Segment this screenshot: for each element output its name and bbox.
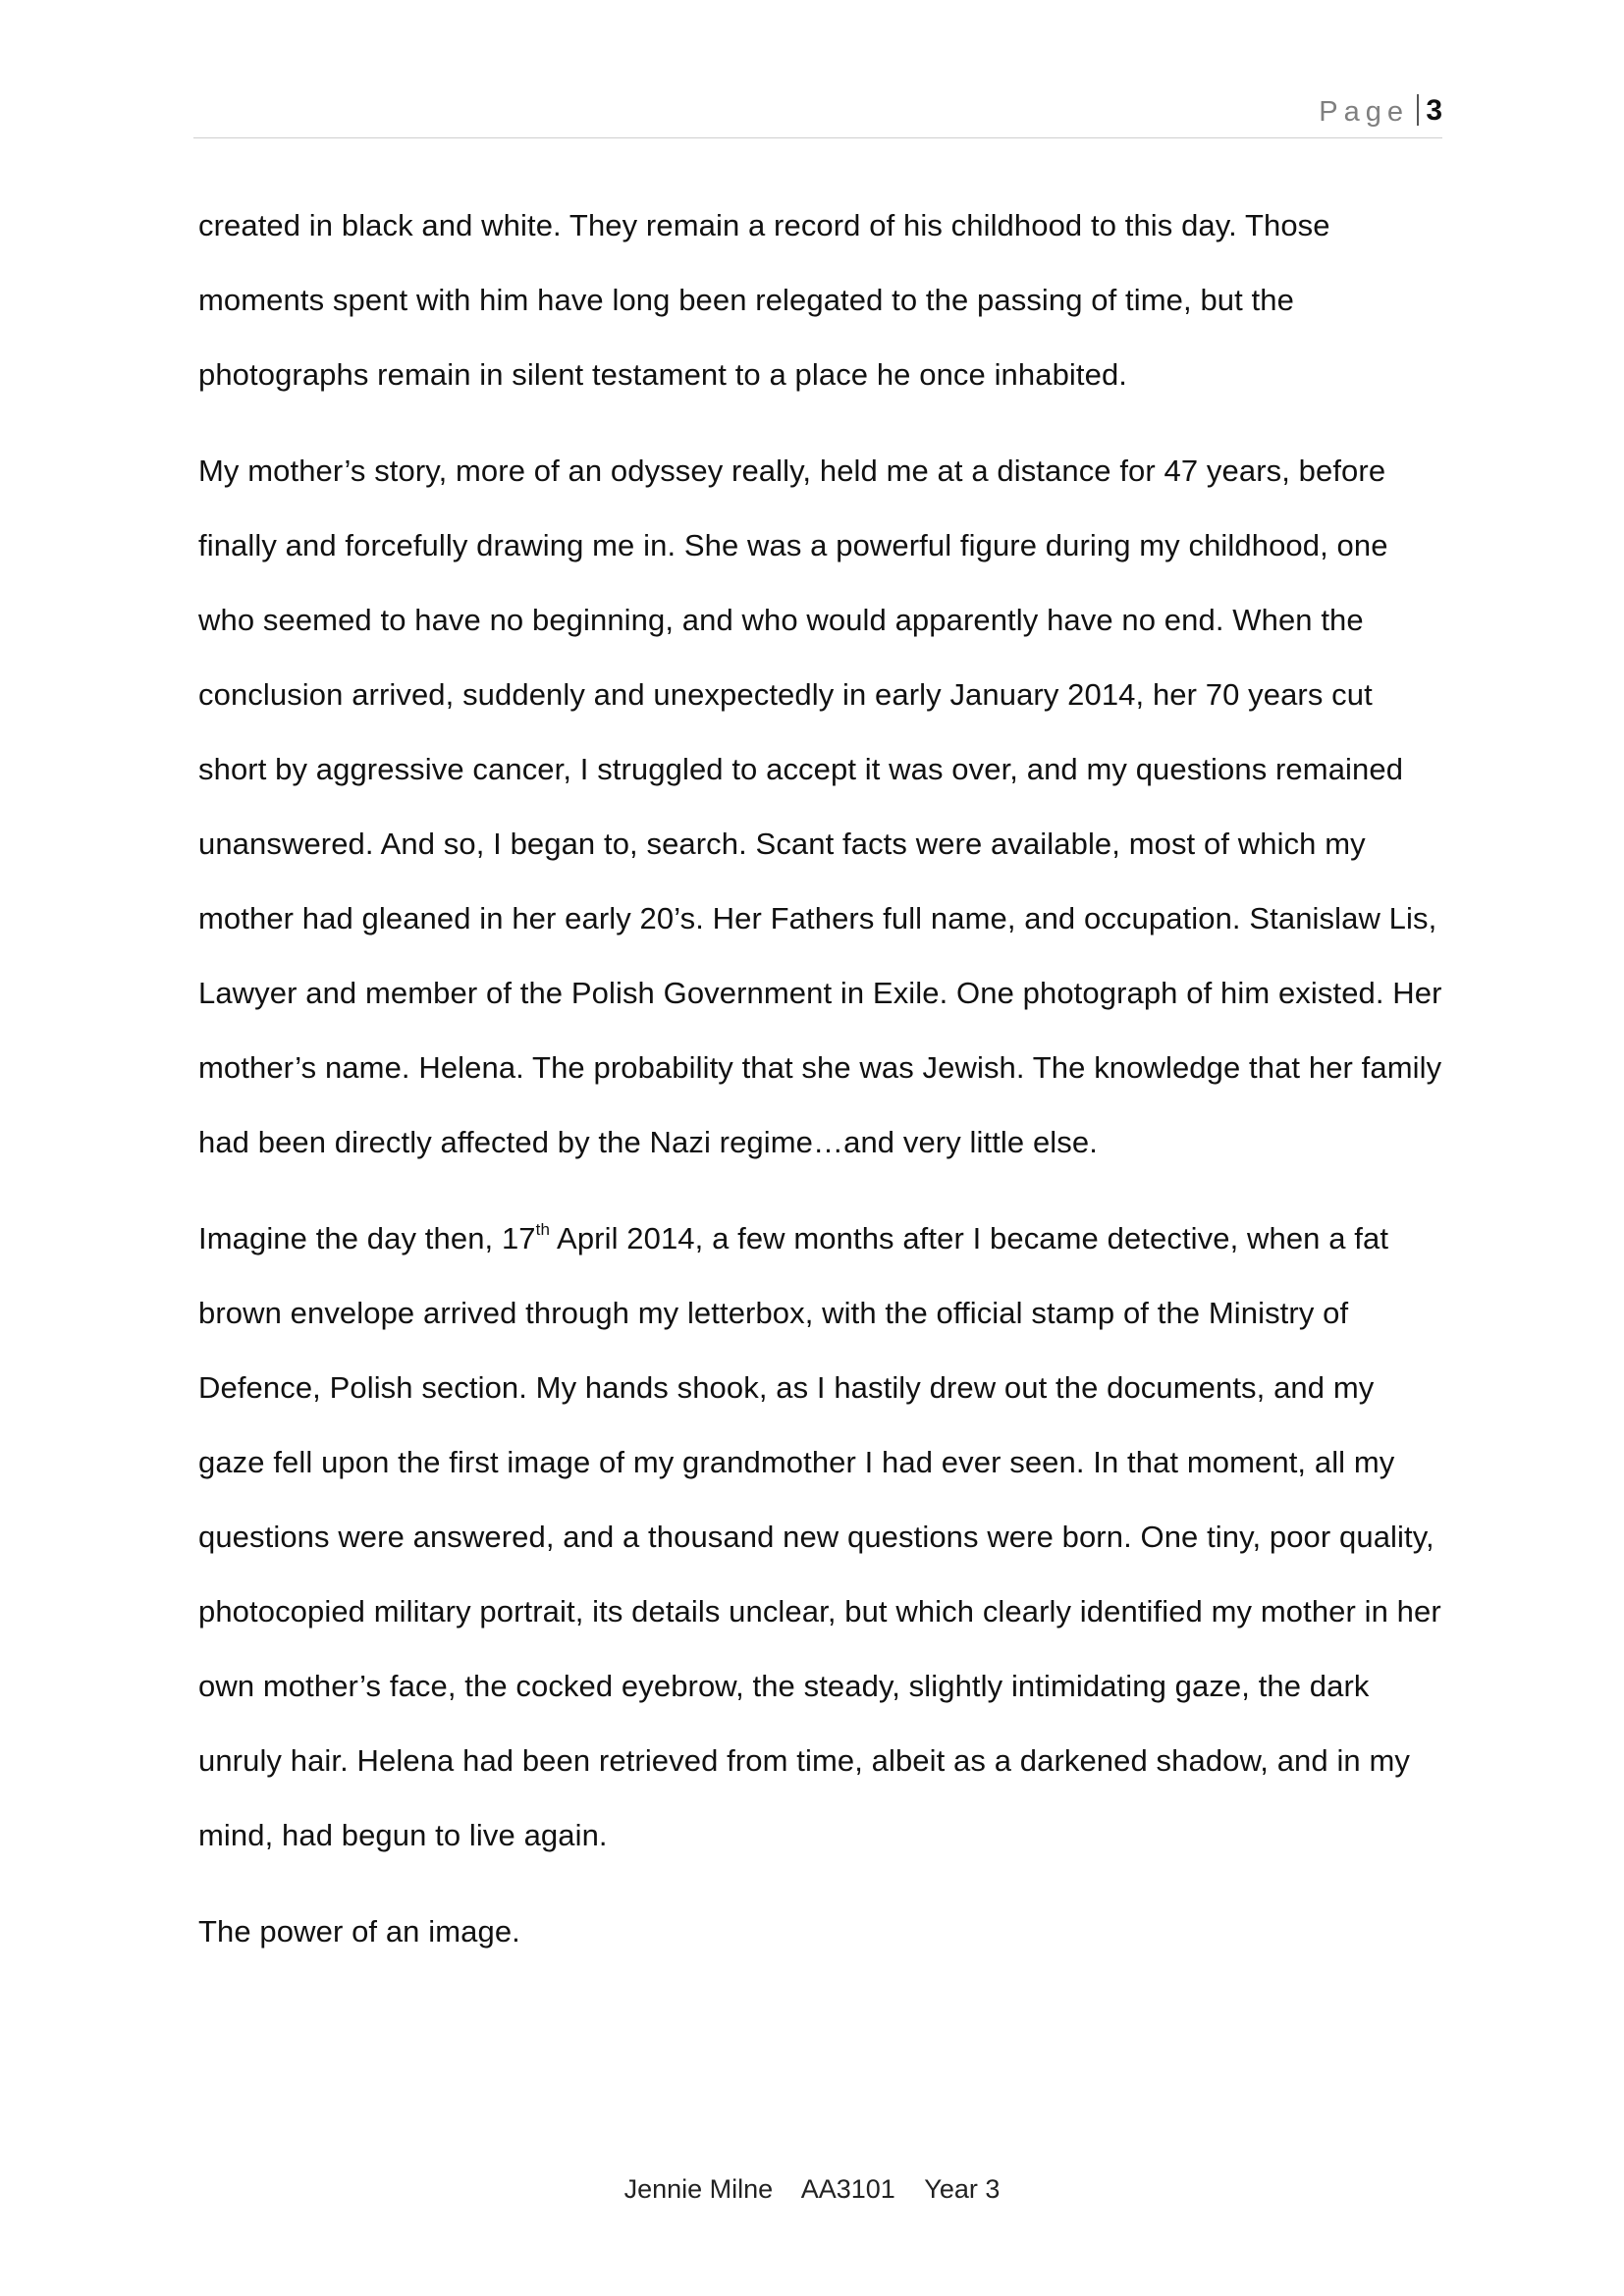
paragraph-photographs: created in black and white. They remain a record of his childhood to this day. Those moments spent with him have long been relegated to the passing of time, but the photographs remain in silent testament to a place he once inhabited. [198,208,1330,392]
paragraph-power-of-image: The power of an image. [198,1914,520,1949]
page-number: 3 [1426,94,1442,127]
page-header [193,94,1442,138]
page-footer: Jennie Milne AA3101 Year 3 [623,2174,1001,2204]
paragraph-envelope [198,1201,1447,1873]
document-body [198,188,1447,1969]
page-label: Page [1319,96,1409,128]
ordinal-suffix: th [535,1220,551,1239]
paragraph-envelope-rest: April 2014, a few months after I became detective, when a fat brown envelope arrived through my letterbox, with the official stamp of the Ministry of Defence, Polish section. My hands shook, as I hastily drew out the documents, and my gaze fell upon the first image of my grandmother I had ever seen. In that moment, all my questions were answered, and a thousand new questions were born. One tiny, poor quality, photocopied military portrait, its details unclear, but which clearly identified my mother in her own mother’s face, the cocked eyebrow, the steady, slightly intimidating gaze, the dark unruly hair. Helena had been retrieved from time, albeit as a darkened shadow, and in my mind, had begun to live again. [198,1221,1441,1852]
paragraph-mothers-story: My mother’s story, more of an odyssey really, held me at a distance for 47 years, before finally and forcefully drawing me in. She was a powerful figure during my childhood, one who seemed to have no beginning, and who would apparently have no end. When the conclusion arrived, suddenly and unexpectedly in early January 2014, her 70 years cut short by aggressive cancer, I struggled to accept it was over, and my questions remained unanswered. And so, I began to, search. Scant facts were available, most of which my mother had gleaned in her early 20’s. Her Fathers full name, and occupation. Stanislaw Lis, Lawyer and member of the Polish Government in Exile. One photograph of him existed. Her mother’s name. Helena. The probability that she was Jewish. The knowledge that her family had been directly affected by the Nazi regime…and very little else. [198,454,1442,1159]
header-separator [1417,94,1419,126]
paragraph-envelope-start: Imagine the day then, 17 [198,1221,536,1255]
